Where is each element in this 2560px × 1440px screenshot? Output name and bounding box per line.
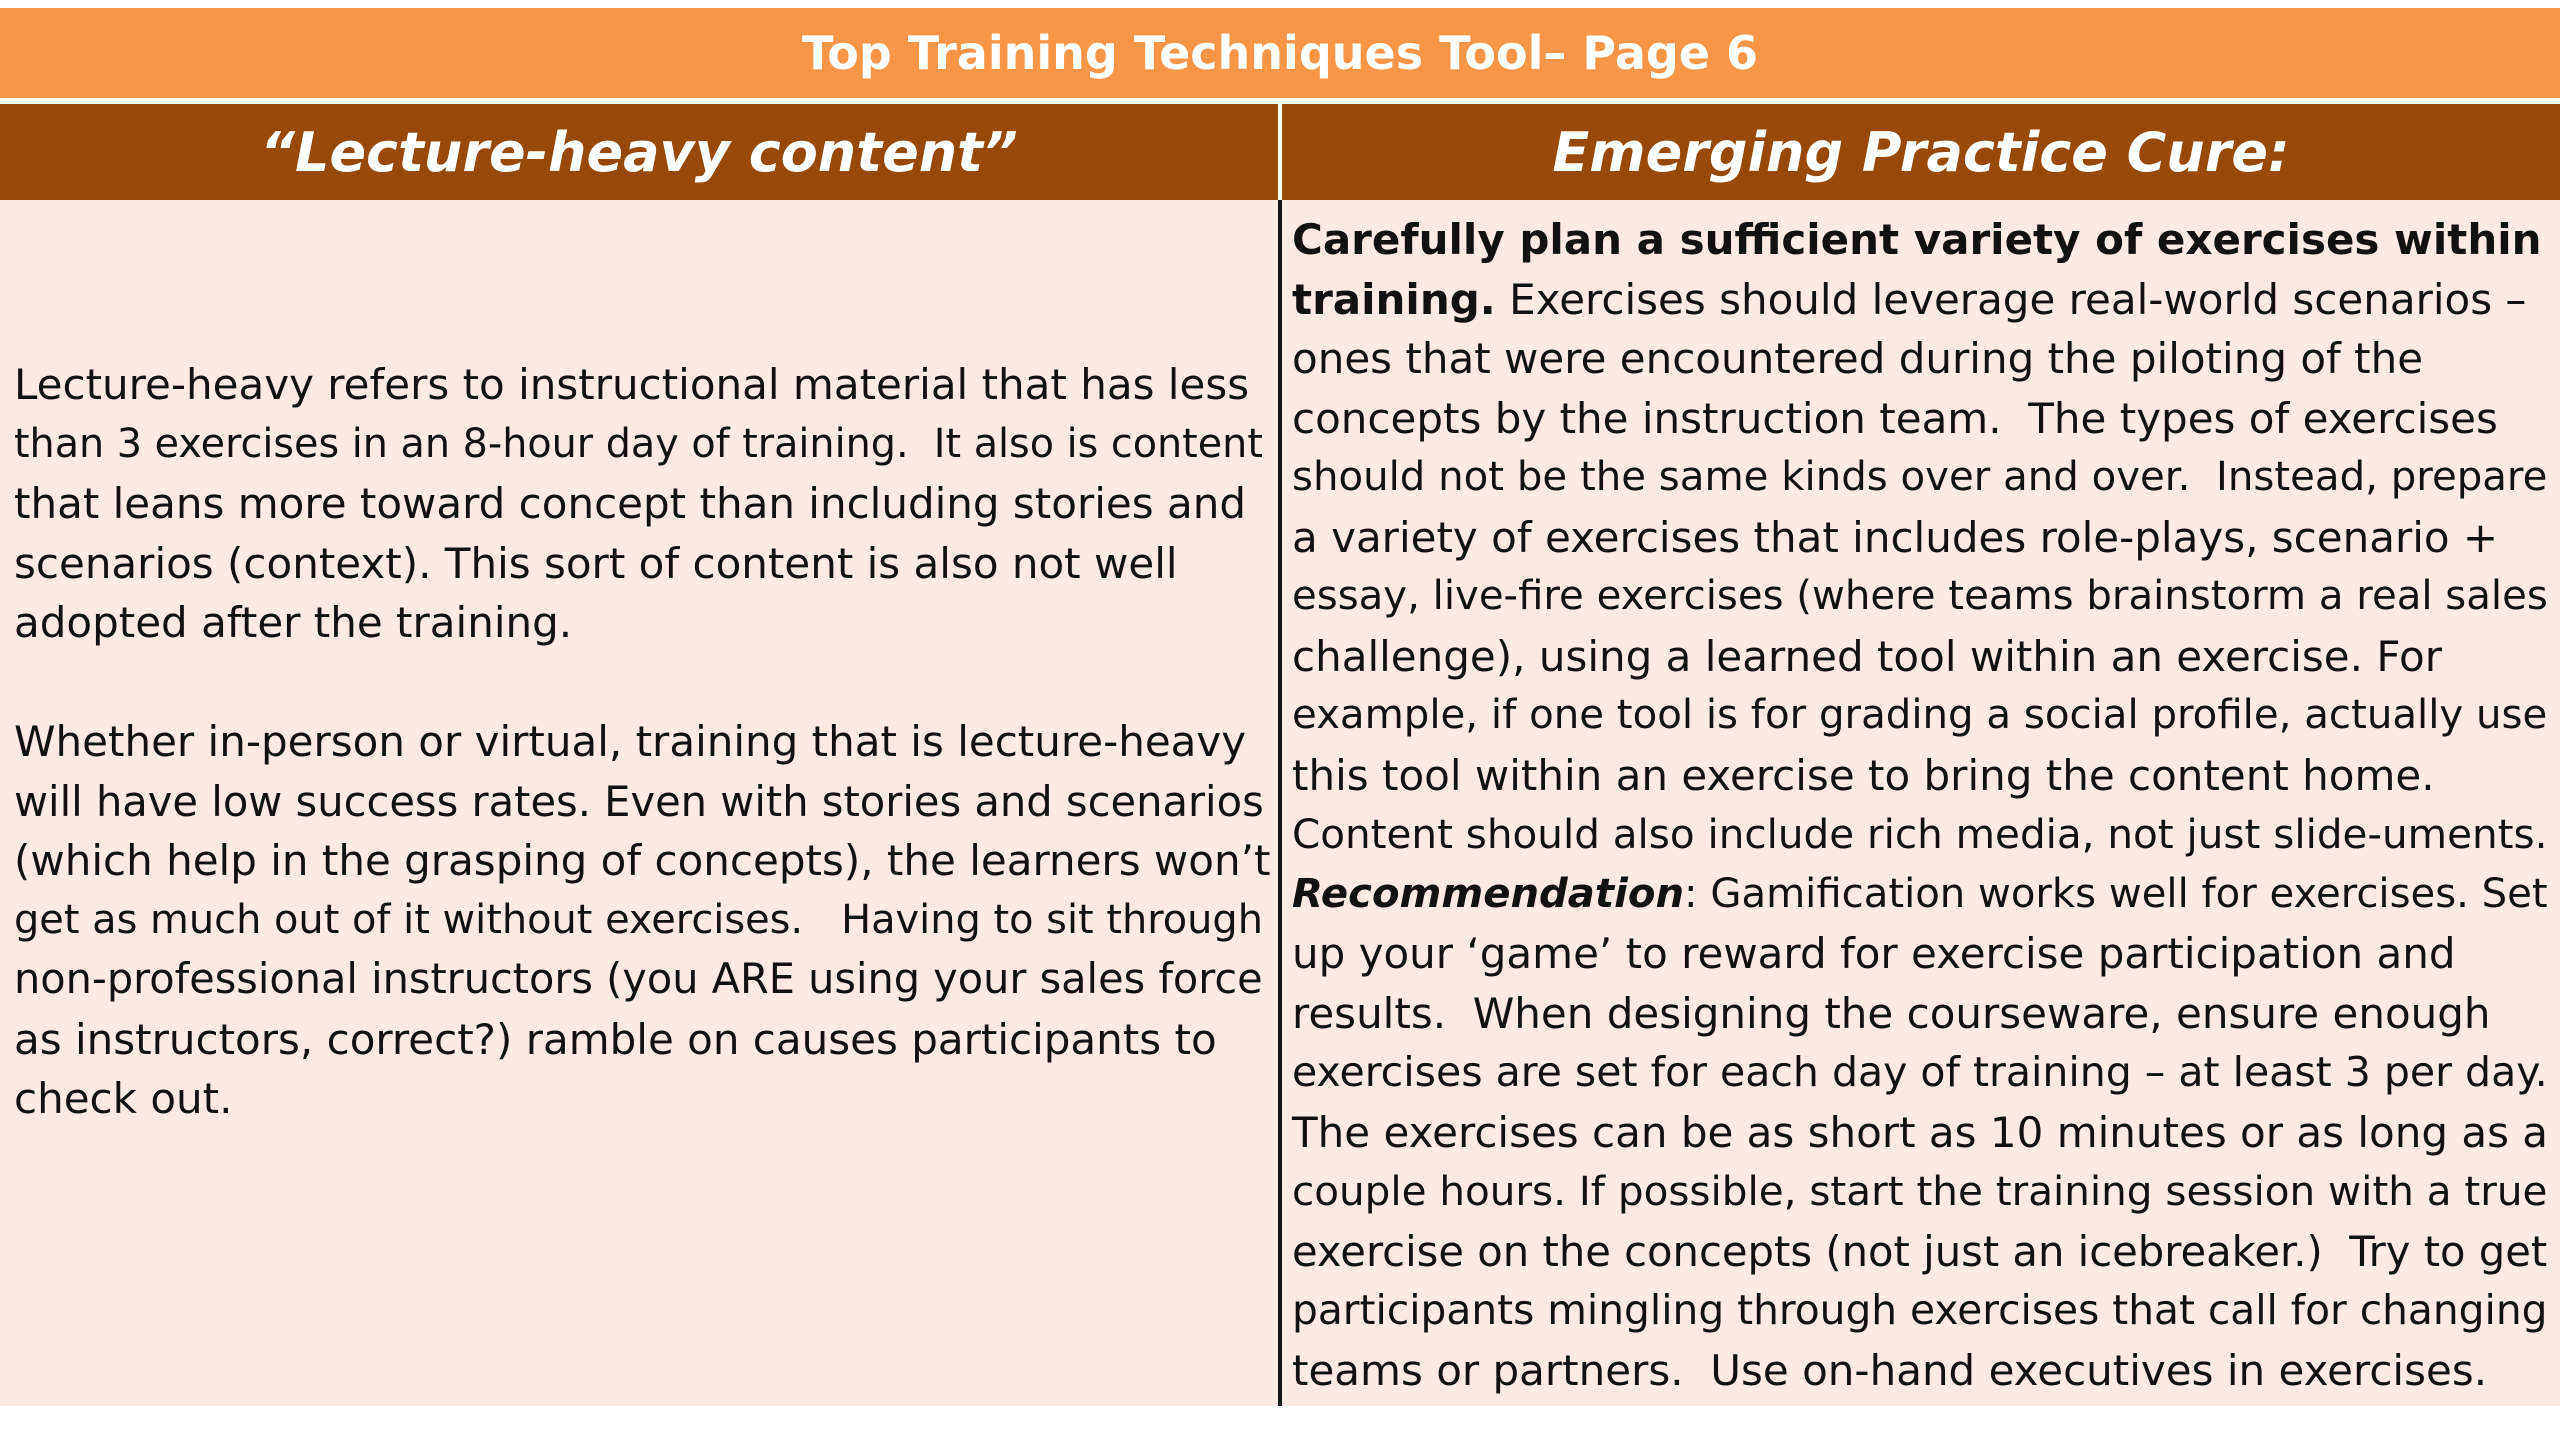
text-line [1292, 270, 2554, 330]
text-fragment: Exercises should leverage real-world scenarios – [1495, 274, 2527, 324]
slide-title: Top Training Techniques Tool– Page 6 [801, 26, 1759, 80]
text-line: adopted after the training. [14, 598, 573, 647]
left-cell-text [14, 355, 1270, 1129]
text-line: should not be the same kinds over and over. Instead, prepare [1292, 454, 2548, 500]
text-line: Whether in-person or virtual, training that is lecture-heavy [14, 717, 1247, 766]
text-line: essay, live-fire exercises (where teams brainstorm a real sales [1292, 573, 2548, 619]
text-line: than 3 exercises in an 8-hour day of training. It also is content [14, 420, 1263, 467]
text-line: non-professional instructors (you ARE using your sales force [14, 955, 1263, 1003]
right-cell-text [1292, 210, 2554, 1400]
column-divider [1278, 200, 1282, 1406]
text-line: a variety of exercises that includes role-plays, scenario + [1292, 512, 2499, 562]
text-line: exercises are set for each day of training – at least 3 per day. [1292, 1048, 2548, 1096]
text-line: challenge), using a learned tool within an exercise. For [1292, 631, 2442, 681]
text-line: couple hours. If possible, start the training session with a true [1292, 1167, 2548, 1215]
text-line: that leans more toward concept than including stories and [14, 479, 1246, 528]
bold-lead-text: Carefully plan a sufficient variety of exercises within [1292, 215, 2542, 264]
text-line: participants mingling through exercises that call for changing [1292, 1286, 2548, 1334]
table-header-row [0, 104, 2560, 200]
text-line: Content should also include rich media, not just slide-uments. [1292, 810, 2548, 858]
text-line: this tool within an exercise to bring the content home. [1292, 750, 2435, 800]
text-fragment: : Gamification works well for exercises. Set [1684, 870, 2548, 917]
left-column-header: “Lecture-heavy content” [260, 120, 1018, 184]
text-line: teams or partners. Use on-hand executives in exercises. [1292, 1345, 2488, 1395]
bold-lead-text: training. [1292, 274, 1496, 324]
text-line: example, if one tool is for grading a social profile, actually use [1292, 692, 2548, 738]
text-line: Lecture-heavy refers to instructional material that has less [14, 360, 1250, 409]
table-body-row [0, 200, 2560, 1406]
text-line: get as much out of it without exercises. Having to sit through [14, 896, 1264, 943]
text-line: as instructors, correct?) ramble on causes participants to [14, 1014, 1217, 1064]
text-line: (which help in the grasping of concepts), the learners won’t [14, 836, 1271, 885]
recommendation-label: Recommendation [1292, 870, 1685, 917]
text-line: scenarios (context). This sort of content is also not well [14, 538, 1178, 588]
text-line: exercise on the concepts (not just an icebreaker.) Try to get [1292, 1226, 2548, 1276]
slide-title-bar [0, 8, 2560, 98]
text-line [1292, 865, 2554, 925]
text-line: ones that were encountered during the piloting of the [1292, 334, 2424, 383]
right-column-header: Emerging Practice Cure: [1552, 120, 2290, 184]
text-line: check out. [14, 1074, 233, 1123]
text-line: will have low success rates. Even with stories and scenarios [14, 776, 1264, 826]
paragraph-gap [14, 653, 1270, 713]
text-line: concepts by the instruction team. The types of exercises [1292, 393, 2498, 443]
text-line: The exercises can be as short as 10 minutes or as long as a [1292, 1107, 2549, 1157]
text-line: up your ‘game’ to reward for exercise participation and [1292, 929, 2456, 978]
text-line: results. When designing the courseware, ensure enough [1292, 988, 2491, 1038]
